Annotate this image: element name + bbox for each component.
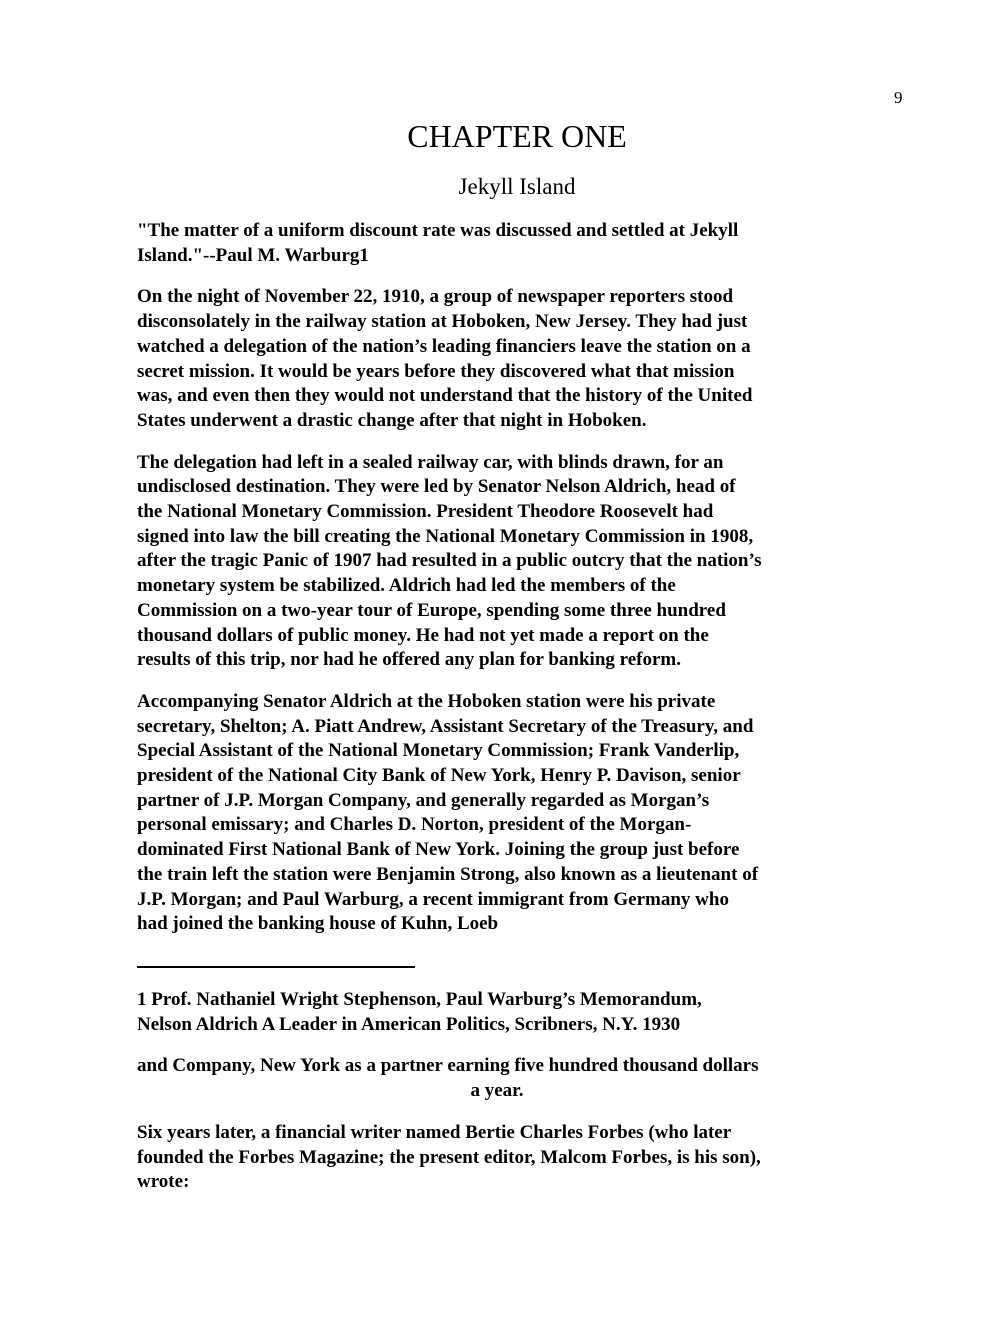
closing-line: founded the Forbes Magazine; the present editor, Malcom Forbes, is his son), [137,1146,761,1168]
footnote [137,988,857,1037]
continuation-paragraph [137,1054,857,1103]
paragraph-line: Commission on a two-year tour of Europe, spending some three hundred [137,599,726,621]
paragraph-2 [137,451,857,673]
paragraph-line: partner of J.P. Morgan Company, and generally regarded as Morgan’s [137,789,710,811]
paragraph-line: president of the National City Bank of New York, Henry P. Davison, senior [137,765,741,787]
paragraph-line: the National Monetary Commission. President Theodore Roosevelt had [137,501,714,523]
closing-paragraph [137,1121,857,1195]
paragraph-line: secretary, Shelton; A. Piatt Andrew, Assistant Secretary of the Treasury, and [137,715,754,737]
paragraph-line: Special Assistant of the National Monetary Commission; Frank Vanderlip, [137,740,740,762]
paragraph-line: On the night of November 22, 1910, a group of newspaper reporters stood [137,286,734,308]
epigraph [137,219,857,268]
paragraph-line: monetary system be stabilized. Aldrich had led the members of the [137,575,676,597]
paragraph-line: disconsolately in the railway station at Hoboken, New Jersey. They had just [137,311,748,333]
epigraph-line: Island."--Paul M. Warburg1 [137,244,369,266]
paragraph-line: J.P. Morgan; and Paul Warburg, a recent immigrant from Germany who [137,888,729,910]
paragraph-line: results of this trip, nor had he offered any plan for banking reform. [137,649,682,671]
chapter-subtitle: Jekyll Island [458,174,576,199]
paragraph-line: had joined the banking house of Kuhn, Loeb [137,913,499,935]
page-number: 9 [894,88,903,107]
paragraph-1 [137,285,857,433]
paragraph-line: signed into law the bill creating the National Monetary Commission in 1908, [137,525,754,547]
paragraph-line: was, and even then they would not understand that the history of the United [137,385,753,407]
footnote-line: 1 Prof. Nathaniel Wright Stephenson, Paul Warburg’s Memorandum, [137,988,702,1010]
paragraph-3 [137,690,857,937]
paragraph-line: States underwent a drastic change after that night in Hoboken. [137,409,647,431]
chapter-title: CHAPTER ONE [407,118,627,154]
closing-line: Six years later, a financial writer named Bertie Charles Forbes (who later [137,1121,732,1143]
paragraph-line: thousand dollars of public money. He had not yet made a report on the [137,624,709,646]
closing-line: wrote: [137,1171,190,1193]
paragraph-line: after the tragic Panic of 1907 had resulted in a public outcry that the nation’s [137,550,762,572]
paragraph-line: watched a delegation of the nation’s leading financiers leave the station on a [137,335,751,357]
continuation-line: a year. [470,1080,524,1102]
paragraph-line: the train left the station were Benjamin Strong, also known as a lieutenant of [137,863,759,885]
paragraph-line: secret mission. It would be years before they discovered what that mission [137,360,735,382]
epigraph-line: "The matter of a uniform discount rate was discussed and settled at Jekyll [137,220,739,241]
continuation-line: and Company, New York as a partner earning five hundred thousand dollars [137,1055,759,1077]
footnote-separator [137,966,415,968]
paragraph-line: undisclosed destination. They were led by Senator Nelson Aldrich, head of [137,476,736,498]
paragraph-line: The delegation had left in a sealed railway car, with blinds drawn, for an [137,451,724,473]
chapter-body [137,219,857,1212]
paragraph-line: dominated First National Bank of New York. Joining the group just before [137,839,740,861]
footnote-line: Nelson Aldrich A Leader in American Politics, Scribners, N.Y. 1930 [137,1013,681,1035]
paragraph-line: Accompanying Senator Aldrich at the Hoboken station were his private [137,690,716,712]
paragraph-line: personal emissary; and Charles D. Norton, president of the Morgan- [137,814,692,836]
